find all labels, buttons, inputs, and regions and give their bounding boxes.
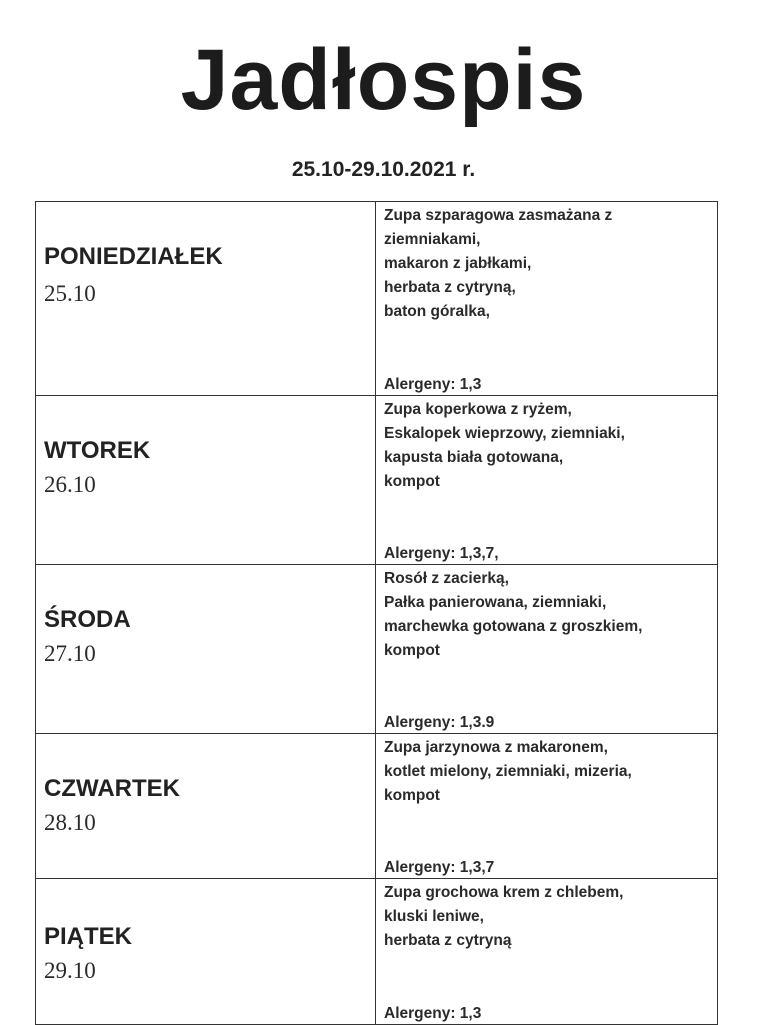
day-date: 29.10 [44,958,96,983]
meal-item: marchewka gotowana z groszkiem, [384,618,643,635]
meal-item: herbata z cytryną [384,932,512,949]
meal-item: kompot [384,473,440,490]
meal-item: Zupa szparagowa zasmażana z [384,207,613,224]
meal-item: Zupa grochowa krem z chlebem, [384,884,624,901]
day-date: 26.10 [44,472,96,497]
meal-list [384,567,642,663]
meal-cell [376,879,718,1025]
meal-item: Rosół z zacierką, [384,570,509,587]
day-date: 27.10 [44,641,96,666]
allergens-label: Alergeny: 1,3 [384,1005,482,1022]
table-row [36,879,718,1025]
meal-item: kompot [384,642,440,659]
meal-item: kotlet mielony, ziemniaki, mizeria, [384,763,632,780]
day-cell [36,396,376,565]
meal-cell [376,202,718,396]
meal-item: Zupa koperkowa z ryżem, [384,401,572,418]
meal-item: Zupa jarzynowa z makaronem, [384,739,608,756]
menu-table [35,201,718,1025]
day-cell [36,202,376,396]
allergens-label: Alergeny: 1,3,7, [384,545,499,562]
day-name: ŚRODA [44,606,131,633]
day-date: 28.10 [44,810,96,835]
meal-list [384,204,612,324]
table-row [36,396,718,565]
date-range: 25.10-29.10.2021 r. [291,158,476,181]
day-name: PONIEDZIAŁEK [44,243,223,270]
meal-cell [376,734,718,879]
allergens-label: Alergeny: 1,3.9 [384,714,495,731]
meal-item: makaron z jabłkami, [384,255,532,272]
meal-item: herbata z cytryną, [384,279,516,296]
meal-item: ziemniakami, [384,231,481,248]
day-name: CZWARTEK [44,775,180,802]
meal-list [384,881,623,953]
page-title: Jadłospis [180,32,587,128]
day-cell [36,879,376,1025]
allergens-label: Alergeny: 1,3 [384,376,482,393]
table-row [36,734,718,879]
day-name: PIĄTEK [44,923,133,950]
day-date: 25.10 [44,281,96,306]
day-cell [36,734,376,879]
meal-item: Eskalopek wieprzowy, ziemniaki, [384,425,625,442]
meal-item: kapusta biała gotowana, [384,449,564,466]
meal-list [384,736,632,808]
day-cell [36,565,376,734]
meal-list [384,398,625,494]
meal-cell [376,565,718,734]
table-row [36,565,718,734]
meal-item: baton góralka, [384,303,490,320]
allergens-label: Alergeny: 1,3,7 [384,859,495,876]
meal-item: kompot [384,787,440,804]
meal-item: kluski leniwe, [384,908,484,925]
table-row [36,202,718,396]
day-name: WTOREK [44,437,151,464]
meal-item: Pałka panierowana, ziemniaki, [384,594,607,611]
meal-cell [376,396,718,565]
